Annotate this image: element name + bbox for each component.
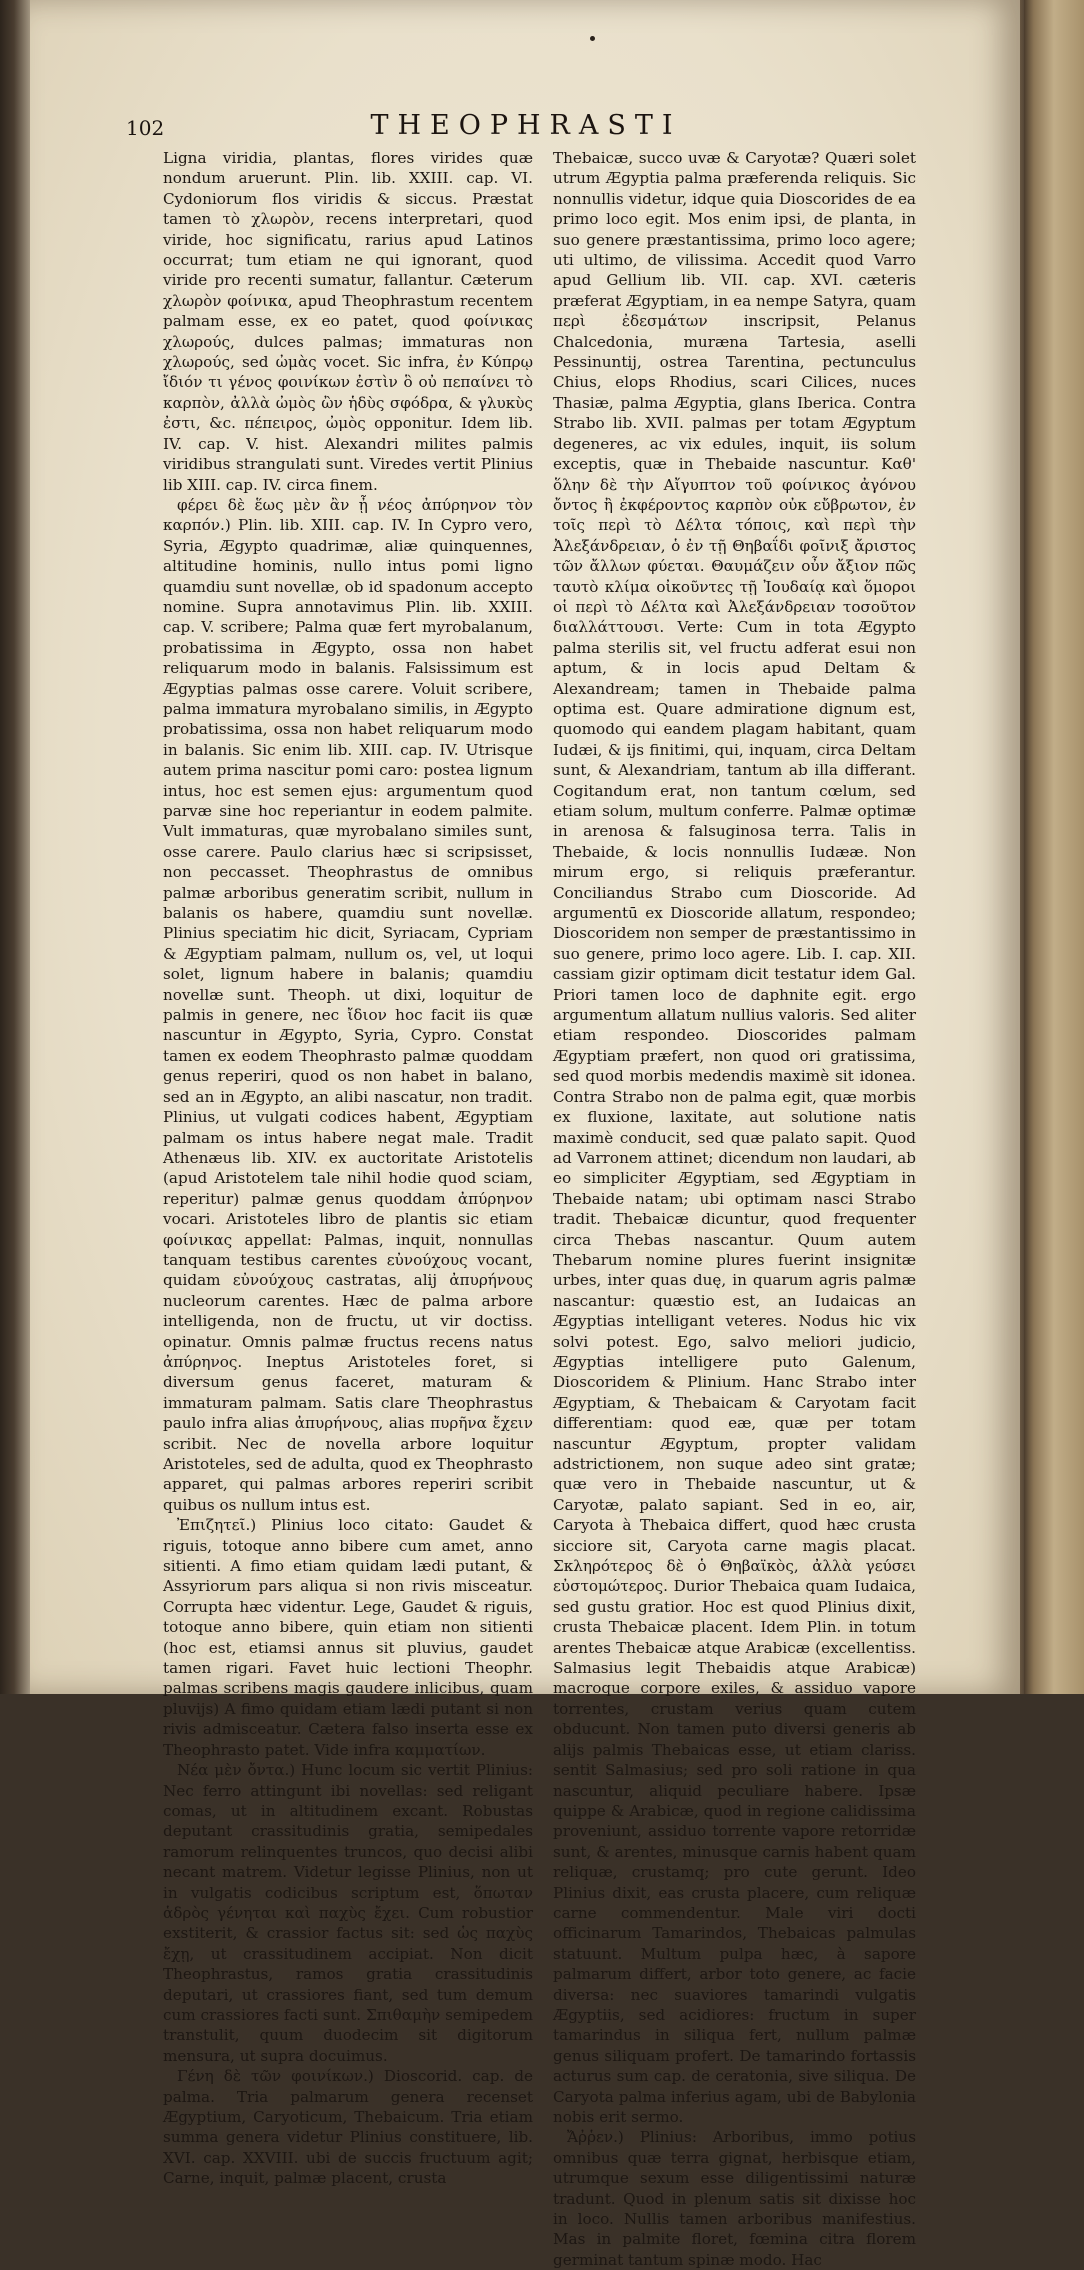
paragraph: Ligna viridia, plantas, flores virides quæ nondum aruerunt. Plin. lib. XXIII. cap. VI. Cydoniorum flos viridis & siccus. Præstat tamen τὸ χλωρὸν, recens interpretari, quod viride, hoc significatu, rarius apud Latinos occurrat; tum etiam ne qui ignorant, quod viride pro recenti sumatur, fallantur. Cæterum χλωρὸν φοίνικα, apud Theophrastum recentem palmam esse, ex eo patet, quod φοίνικας χλωρούς, dulces palmas; immaturas non χλωρούς, sed ὠμὰς vocet. Sic infra, ἐν Κύπρῳ ἴδιόν τι γένος φοινίκων ἐστὶν ὃ οὐ πεπαίνει τὸ καρπὸν, ἀλλὰ ὠμὸς ὢν ἡδὺς σφόδρα, & γλυκὺς ἐστι, &c. πέπειρος, ὠμὸς opponitur. Idem lib. IV. cap. V. hist. Alexandri milites palmis viridibus strangulati sunt. Viredes vertit Plinius lib XIII. cap. IV. circa finem. <box>163 149 533 494</box>
printers-mark <box>590 36 595 41</box>
paragraph: Γένη δὲ τῶν φοινίκων.) Dioscorid. cap. de palma. Tria palmarum genera recenset Ægyptium, Caryoticum, Thebaicum. Tria etiam summa genera videtur Plinius constituere, lib. XVI. cap. XXVIII. ubi de succis fructuum agit; Carne, inquit, palmæ placent, crusta <box>163 2067 533 2188</box>
page-header <box>126 110 1006 144</box>
left-column <box>163 148 533 2188</box>
page-edge <box>1024 0 1084 1694</box>
paragraph: Ἐπιζητεῖ.) Plinius loco citato: Gaudet & riguis, totoque anno bibere cum amet, anno sitienti. A fimo etiam quidam lædi putant, & Assyriorum pars aliqua si non rivis misceatur. Corrupta hæc videntur. Lege, Gaudet & riguis, totoque anno bibere, quin etiam non sitienti (hoc est, etiamsi annus sit pluvius, gaudet tamen rigari. Favet huic lectioni Theophr. palmas scribens magis gaudere inlicibus, quam pluvijs) A fimo quidam etiam lædi putant si non rivis admisceatur. Cætera falso inserta esse ex Theophrasto patet. Vide infra καμματίων. <box>163 1516 533 1759</box>
running-title: THEOPHRASTI <box>370 110 682 141</box>
paragraph: Thebaicæ, succo uvæ & Caryotæ? Quæri solet utrum Ægyptia palma præferenda reliquis. Sic nonnullis videtur, idque quia Dioscorides de ea primo loco egit. Mos enim ipsi, de planta, in suo genere præstantissima, primo loco agere; uti ultimo, de vilissima. Accedit quod Varro apud Gellium lib. VII. cap. XVI. cæteris præferat Ægyptiam, in ea nempe Satyra, quam περὶ ἐδεσμάτων inscripsit, Pelanus Chalcedonia, muræna Tartesia, aselli Pessinuntij, ostrea Tarentina, pectunculus Chius, elops Rhodius, scari Cilices, nuces Thasiæ, palma Ægyptia, glans Iberica. Contra Strabo lib. XVII. palmas per totam Ægyptum degeneres, ac vix edules, inquit, iis solum exceptis, quæ in Thebaide nascuntur. Καθ' ὅλην δὲ τὴν Αἴγυπτον τοῦ φοίνικος ἀγόνου ὄντος ἢ ἐκφέροντος καρπὸν οὐκ εὔβρωτον, ἐν τοῖς περὶ τὸ Δέλτα τόποις, καὶ περὶ τὴν Ἀλεξάνδρειαν, ὁ ἐν τῇ Θηβαΐδι φοῖνιξ ἄριστος τῶν ἄλλων φύεται. Θαυμάζειν οὖν ἄξιον πῶς ταυτὸ κλίμα οἰκοῦντες τῇ Ἰουδαίᾳ καὶ ὅμοροι οἱ περὶ τὸ Δέλτα καὶ Ἀλεξάνδρειαν τοσοῦτον διαλλάττουσι. Verte: Cum in tota Ægypto palma sterilis sit, vel fructu adferat esui non aptum, & in locis apud Deltam & Alexandream; tamen in Thebaide palma optima est. Quare admiratione dignum est, quomodo qui eandem plagam habitant, quam Iudæi, & ijs finitimi, qui, inquam, circa Deltam sunt, & Alexandriam, tantum ab illa differant. Cogitandum erat, non tantum cœlum, sed etiam solum, multum conferre. Palmæ optimæ in arenosa & falsuginosa terra. Talis in Thebaide, & locis nonnullis Iudææ. Non mirum ergo, si reliquis præferantur. Conciliandus Strabo cum Dioscoride. Ad argumentū ex Dioscoride allatum, respondeo; Dioscoridem non semper de præstantissimo in suo genere, primo loco agere. Lib. I. cap. XII. cassiam gizir optimam dicit testatur idem Gal. Priori tamen loco de daphnite egit. ergo argumentum allatum nullius valoris. Sed aliter etiam respondeo. Dioscorides palmam Ægyptiam præfert, non quod ori gratissima, sed quod morbis medendis maximè sit idonea. Contra Strabo non de palma egit, quæ morbis ex fluxione, laxitate, aut solutione natis maximè conducit, sed quæ palato sapit. Quod ad Varronem attinet; dicendum non laudari, ab eo simpliciter Ægyptiam, sed Ægyptiam in Thebaide natam; ubi optimam nasci Strabo tradit. Thebaicæ dicuntur, quod frequenter circa Thebas nascantur. Quum autem Thebarum nomine plures fuerint insignitæ urbes, inter quas duę, in quarum agris palmæ nascantur: quæstio est, an Iudaicas an Ægyptias intelligant veteres. Nodus hic vix solvi potest. Ego, salvo meliori judicio, Ægyptias intelligere puto Galenum, Dioscoridem & Plinium. Hanc Strabo inter Ægyptiam, & Thebaicam & Caryotam facit differentiam: quod eæ, quæ per totam nascuntur Ægyptum, propter validam adstrictionem, non suque adeo sint gratæ; quæ vero in Thebaide nascuntur, ut & Caryotæ, palato sapiant. Sed in eo, air, Caryota à Thebaica differt, quod hæc crusta sicciore sit, Caryota carne magis placat. Σκληρότερος δὲ ὁ Θηβαϊκὸς, ἀλλὰ γεύσει εὐστομώτερος. Durior Thebaica quam Iudaica, sed gustu gratior. Hoc est quod Plinius dixit, crusta Thebaicæ placent. Idem Plin. in totum arentes Thebaicæ atque Arabicæ (excellentiss. Salmasius legit Thebaidis atque Arabicæ) macroque corpore exiles, & assiduo vapore torrentes, crustam verius quam cutem obducunt. Non tamen puto diversi generis ab alijs palmis Thebaicas esse, ut etiam clariss. sentit Salmasius; sed pro soli ratione in qua nascuntur, aliquid peculiare habere. Ipsæ quippe & Arabicæ, quod in regione calidissima proveniunt, assiduo torrente vapore retorridæ sunt, & arentes, minusque carnis habent quam reliquæ, crustamq; pro cute gerunt. Ideo Plinius dixit, eas crusta placere, cum reliquæ carne commendentur. Male viri docti officinarum Tamarindos, Thebaicas palmulas statuunt. Multum pulpa hæc, à sapore palmarum differt, arbor toto genere, ac facie diversa: nec suaviores tamarindi vulgatis Ægyptiis, sed acidiores: fructum in super tamarindus in siliqua fert, nullum palmæ genus siliquam profert. De tamarindo fortassis acturus sum cap. de ceratonia, sive siliqua. De Caryota palma inferius agam, ubi de Babylonia nobis erit sermo. <box>553 149 916 2126</box>
right-column <box>553 148 916 2269</box>
page-number: 102 <box>126 116 165 140</box>
paragraph: Ἄῤῥεν.) Plinius: Arboribus, immo potius omnibus quæ terra gignat, herbisque etiam, utrumque sexum esse diligentissimi naturæ tradunt. Quod in plenum satis sit dixisse hoc in loco. Nullis tamen arboribus manifestius. Mas in palmite floret, fœmina citra florem germinat tantum spinæ modo. Hac <box>553 2128 916 2269</box>
paragraph: φέρει δὲ ἕως μὲν ἂν ᾖ νέος ἀπύρηνον τὸν καρπόν.) Plin. lib. XIII. cap. IV. In Cypro vero, Syria, Ægypto quadrimæ, aliæ quinquennes, altitudine hominis, nullo intus pomi ligno quamdiu sunt novellæ, ob id spadonum accepto nomine. Supra annotavimus Plin. lib. XXIII. cap. V. scribere; Palma quæ fert myrobalanum, probatissima in Ægypto, ossa non habet reliquarum modo in balanis. Falsissimum est Ægyptias palmas osse carere. Voluit scribere, palma immatura myrobalano similis, in Ægypto probatissima, ossa non habet reliquarum modo in balanis. Sic enim lib. XIII. cap. IV. Utrisque autem prima nascitur pomi caro: postea lignum intus, hoc est semen ejus: argumentum quod parvæ sine hoc reperiantur in eodem palmite. Vult immaturas, quæ myrobalano similes sunt, osse carere. Paulo clarius hæc si scripsisset, non peccasset. Theophrastus de omnibus palmæ arboribus generatim scribit, nullum in balanis os habere, quamdiu sunt novellæ. Plinius speciatim hic dicit, Syriacam, Cypriam & Ægyptiam palmam, nullum os, vel, ut loqui solet, lignum habere in balanis; quamdiu novellæ sunt. Theoph. ut dixi, loquitur de palmis in genere, nec ἴδιον hoc facit iis quæ nascuntur in Ægypto, Syria, Cypro. Constat tamen ex eodem Theophrasto palmæ quoddam genus reperiri, quod os non habet in balano, sed an in Ægypto, an alibi nascatur, non tradit. Plinius, ut vulgati codices habent, Ægyptiam palmam os intus habere negat male. Tradit Athenæus lib. XIV. ex auctoritate Aristotelis (apud Aristotelem tale nihil hodie quod sciam, reperitur) palmæ genus quoddam ἀπύρηνον vocari. Aristoteles libro de plantis sic etiam φοίνικας appellat: Palmas, inquit, nonnullas tanquam testibus carentes εὐνούχους vocant, quidam εὐνούχους castratas, alij ἀπυρήνους nucleorum carentes. Hæc de palma arbore intelligenda, non de fructu, ut vir doctiss. opinatur. Omnis palmæ fructus recens natus ἀπύρηνος. Ineptus Aristoteles foret, si diversum genus faceret, maturam & immaturam palmam. Satis clare Theophrastus paulo infra alias ἀπυρήνους, alias πυρῆνα ἔχειν scribit. Nec de novella arbore loquitur Aristoteles, sed de adulta, quod ex Theophrasto apparet, qui palmas arbores reperiri scribit quibus os nullum intus est. <box>163 495 533 1514</box>
paragraph: Νέα μὲν ὄντα.) Hunc locum sic vertit Plinius: Nec ferro attingunt ibi novellas: sed religant comas, ut in altitudinem excant. Robustas deputant crassitudinis gratia, semipedales ramorum relinquentes truncos, quo decisi alibi necant matrem. Videtur legisse Plinius, non ut in vulgatis codicibus scriptum est, ὅπωταν ἁδρὸς γένηται καὶ παχὺς ἔχει. Cum robustior exstiterit, & crassior factus sit: sed ὡς παχὺς ἔχῃ, ut crassitudinem accipiat. Non dicit Theophrastus, ramos gratia crassitudinis deputari, ut crassiores fiant, sed tum demum cum crassiores facti sunt. Σπιθαμὴν semipedem transtulit, quum duodecim sit digitorum mensura, ut supra docuimus. <box>163 1761 533 2065</box>
